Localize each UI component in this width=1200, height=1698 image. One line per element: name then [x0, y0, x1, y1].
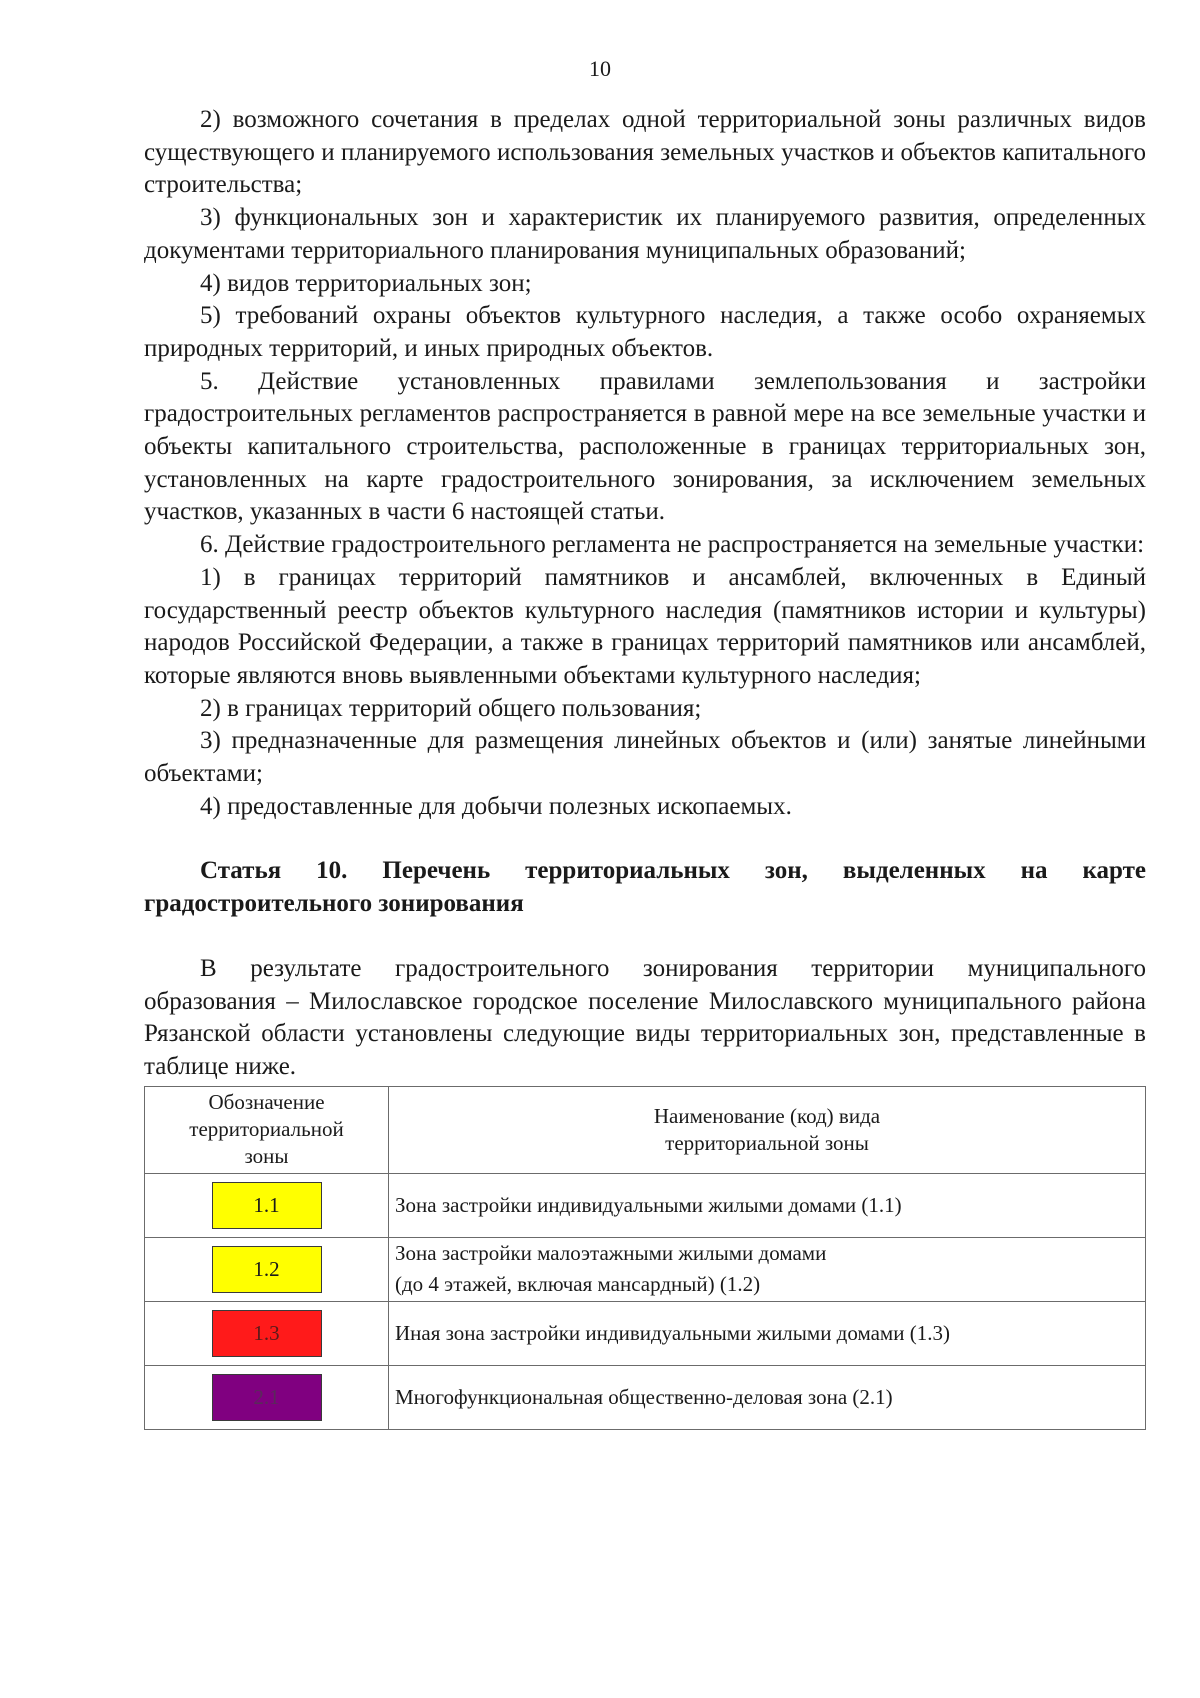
- zone-name-cell: [389, 1301, 1146, 1365]
- page-number: 10: [589, 56, 611, 81]
- paragraph: 2) возможного сочетания в пределах одной территориальной зоны различных видов существующего и планируемого использования земельных участков и объектов капитального строительства;: [144, 106, 1146, 199]
- zone-code-cell: [145, 1237, 389, 1301]
- header-line: территориальной: [189, 1117, 344, 1142]
- paragraph: 5) требований охраны объектов культурного наследия, а также особо охраняемых природных территорий, и иных природных объектов.: [144, 302, 1146, 362]
- intro-paragraph: В результате градостроительного зонирования территории муниципального образования – Милославское городское поселение Милославского муниципального района Рязанской области установлены следующие виды территориальных зон, представленные в таблице ниже.: [144, 954, 1146, 1080]
- zone-code-cell: [145, 1365, 389, 1429]
- header-line: Наименование (код) вида: [653, 1103, 881, 1128]
- zone-name-cell: [389, 1365, 1146, 1429]
- header-name-column: [389, 1086, 1146, 1173]
- header-line: территориальной зоны: [665, 1130, 869, 1155]
- zone-color-swatch: 1.3: [212, 1310, 322, 1357]
- header-code-column: [145, 1086, 389, 1173]
- article-heading: Статья 10. Перечень территориальных зон, выделенных на карте градостроительного зонирования: [144, 857, 1146, 918]
- table-row: [145, 1237, 1146, 1301]
- zone-color-swatch: 2.1: [212, 1374, 322, 1421]
- zone-name-line: Иная зона застройки индивидуальными жилыми домами (1.3): [395, 1320, 950, 1345]
- paragraph: 2) в границах территорий общего пользования;: [200, 694, 702, 722]
- zone-name-line: Зона застройки малоэтажными жилыми домами: [395, 1241, 827, 1266]
- list-conditions: [144, 104, 1146, 823]
- table-row: [145, 1173, 1146, 1237]
- zone-color-swatch: 1.1: [212, 1182, 322, 1229]
- paragraph: 1) в границах территорий памятников и ансамблей, включенных в Единый государственный реестр объектов культурного наследия (памятников истории и культуры) народов Российской Федерации, а также в границах территорий памятников или ансамблей, которые являются вновь выявленными объектами культурного наследия;: [144, 563, 1146, 689]
- zone-name-line: Зона застройки индивидуальными жилыми домами (1.1): [395, 1192, 902, 1217]
- zone-name-line: (до 4 этажей, включая мансардный) (1.2): [395, 1272, 761, 1297]
- zone-name-cell: [389, 1173, 1146, 1237]
- zone-color-swatch: 1.2: [212, 1246, 322, 1293]
- zone-name-line: Многофункциональная общественно-деловая зона (2.1): [395, 1384, 893, 1409]
- paragraph: 3) предназначенные для размещения линейных объектов и (или) занятые линейными объектами;: [144, 727, 1146, 788]
- paragraph: 4) видов территориальных зон;: [200, 269, 532, 297]
- zone-code-cell: [145, 1173, 389, 1237]
- paragraph: 3) функциональных зон и характеристик их планируемого развития, определенных документами территориального планирования муниципальных образований;: [144, 204, 1146, 264]
- table-row: [145, 1365, 1146, 1429]
- table-row: [145, 1301, 1146, 1365]
- table-header-row: [145, 1086, 1146, 1173]
- header-line: зоны: [244, 1144, 289, 1169]
- header-line: Обозначение: [208, 1090, 325, 1115]
- zone-name-cell: [389, 1237, 1146, 1301]
- zones-table: [144, 1086, 1146, 1430]
- document-body: [144, 104, 1146, 1430]
- paragraph: 4) предоставленные для добычи полезных ископаемых.: [200, 792, 792, 820]
- paragraph: 5. Действие установленных правилами землепользования и застройки градостроительных регламентов распространяется в равной мере на все земельные участки и объекты капитального строительства, расположенные в границах территориальных зон, установленных на карте градостроительного зонирования, за исключением земельных участков, указанных в части 6 настоящей статьи.: [144, 367, 1146, 526]
- zone-code-cell: [145, 1301, 389, 1365]
- paragraph: 6. Действие градостроительного регламента не распространяется на земельные участки:: [200, 531, 1145, 559]
